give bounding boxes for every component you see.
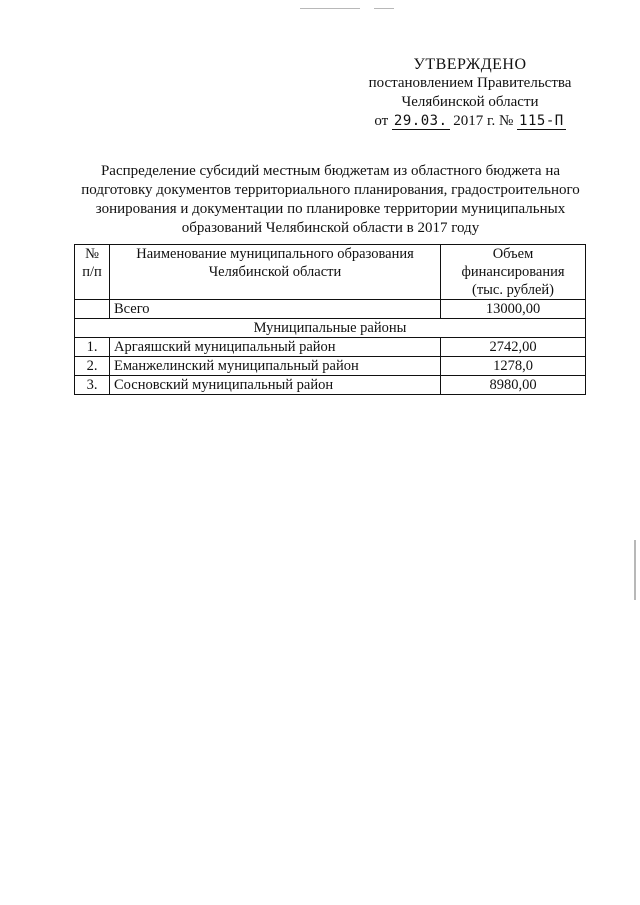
row-name: Еманжелинский муниципальный район <box>110 357 441 376</box>
table-row <box>75 338 586 357</box>
row-value: 8980,00 <box>441 376 586 395</box>
header-name: Наименование муниципального образования Челябинской области <box>110 245 441 300</box>
approval-line-2: Челябинской области <box>401 94 539 110</box>
scan-noise <box>300 8 360 9</box>
row-num: 2. <box>75 357 110 376</box>
row-name: Аргаяшский муниципальный район <box>110 338 441 357</box>
document-title: Распределение субсидий местным бюджетам из областного бюджета на подготовку документов территориального планирования, градостроительного зонирования и документации по планировке территории муниципальных образований Челябинской области в 2017 году <box>81 163 580 236</box>
header-num: № п/п <box>75 245 110 300</box>
table-row <box>75 357 586 376</box>
section-row <box>75 319 586 338</box>
table-row <box>75 376 586 395</box>
subsidy-table <box>74 244 586 395</box>
scan-noise <box>634 540 636 600</box>
row-value: 1278,0 <box>441 357 586 376</box>
table-header-row <box>75 245 586 300</box>
approval-date-line <box>360 112 580 131</box>
row-name: Сосновский муниципальный район <box>110 376 441 395</box>
total-row <box>75 300 586 319</box>
row-value: 2742,00 <box>441 338 586 357</box>
total-value: 13000,00 <box>441 300 586 319</box>
approval-header: УТВЕРЖДЕНО <box>413 56 527 73</box>
date-value: 29.03. <box>393 113 448 129</box>
scan-noise <box>374 8 394 9</box>
resolution-number: 115-П <box>519 113 564 129</box>
total-label: Всего <box>110 300 441 319</box>
approval-block <box>360 55 580 131</box>
date-year: 2017 г. № <box>453 113 514 129</box>
row-num: 3. <box>75 376 110 395</box>
row-num: 1. <box>75 338 110 357</box>
total-num <box>75 300 110 319</box>
section-label: Муниципальные районы <box>75 319 586 338</box>
date-prefix: от <box>374 113 389 129</box>
header-value: Объем финансирования (тыс. рублей) <box>441 245 586 300</box>
approval-line-1: постановлением Правительства <box>368 75 572 91</box>
